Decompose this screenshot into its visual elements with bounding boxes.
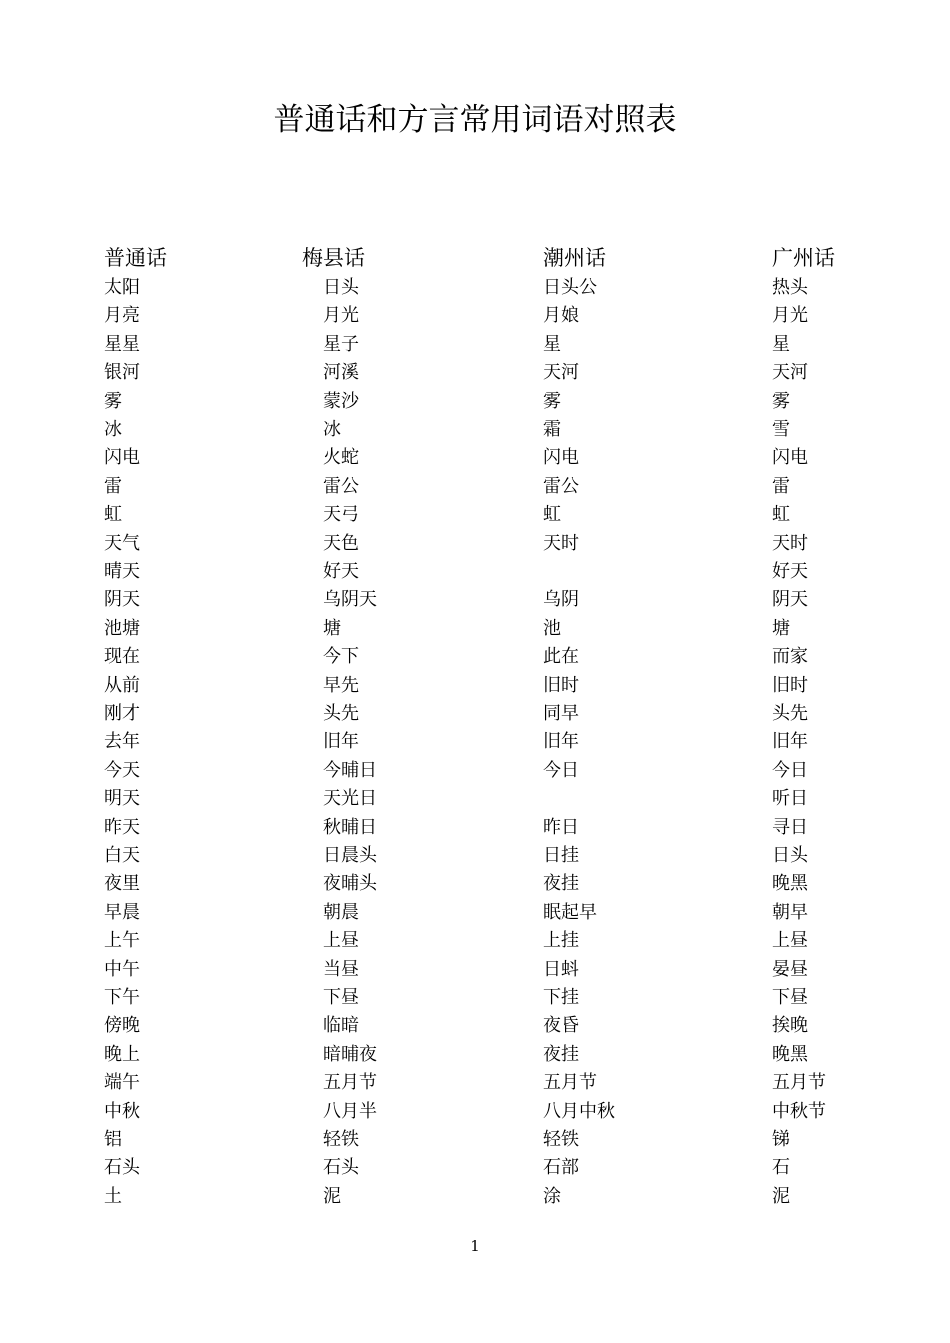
cell-mandarin: 太阳	[104, 277, 140, 298]
cell-meixian: 冰	[323, 419, 341, 440]
cell-mandarin: 土	[104, 1185, 122, 1207]
table-row	[0, 1126, 950, 1154]
cell-chaozhou: 轻铁	[543, 1129, 579, 1150]
table-row	[0, 643, 950, 671]
table-row	[0, 842, 950, 870]
cell-mandarin: 端午	[104, 1072, 140, 1094]
cell-chaozhou: 五月节	[543, 1072, 597, 1094]
cell-guangzhou: 头先	[772, 703, 808, 724]
cell-meixian: 上昼	[323, 930, 359, 952]
table-row	[0, 672, 950, 700]
cell-meixian: 火蛇	[323, 447, 359, 469]
table-row	[0, 530, 950, 558]
table-row	[0, 956, 950, 984]
table-row	[0, 558, 950, 586]
cell-guangzhou: 阴天	[772, 589, 808, 611]
cell-meixian: 朝晨	[323, 901, 359, 923]
table-row	[0, 984, 950, 1012]
cell-guangzhou: 上昼	[772, 930, 808, 952]
cell-guangzhou: 好天	[772, 561, 808, 582]
cell-chaozhou: 日挂	[543, 845, 579, 866]
table-row	[0, 785, 950, 813]
cell-meixian: 石头	[323, 1157, 359, 1179]
table-row	[0, 814, 950, 842]
cell-meixian: 当昼	[323, 958, 359, 980]
table-row	[0, 757, 950, 785]
cell-guangzhou: 旧时	[772, 674, 808, 696]
cell-meixian: 雷公	[323, 475, 359, 497]
cell-meixian: 今下	[323, 646, 359, 668]
cell-guangzhou: 下昼	[772, 987, 808, 1008]
cell-chaozhou: 眠起早	[543, 901, 597, 923]
cell-guangzhou: 天河	[772, 362, 808, 384]
cell-meixian: 轻铁	[323, 1129, 359, 1150]
cell-chaozhou: 天时	[543, 532, 579, 554]
cell-mandarin: 刚才	[104, 703, 140, 724]
cell-meixian: 月光	[323, 305, 359, 327]
cell-guangzhou: 雪	[772, 419, 790, 440]
page-title: 普通话和方言常用词语对照表	[273, 102, 677, 138]
cell-mandarin: 闪电	[104, 447, 140, 469]
table-row	[0, 1069, 950, 1097]
table-row	[0, 473, 950, 501]
cell-mandarin: 上午	[104, 930, 140, 952]
cell-mandarin: 银河	[104, 362, 140, 384]
cell-guangzhou: 天时	[772, 532, 808, 554]
header-chaozhou: 潮州话	[543, 246, 606, 270]
cell-guangzhou: 石	[772, 1157, 790, 1179]
cell-mandarin: 现在	[104, 646, 140, 668]
table-row	[0, 899, 950, 927]
table-row	[0, 1098, 950, 1126]
cell-guangzhou: 旧年	[772, 731, 808, 753]
cell-chaozhou: 虹	[543, 504, 561, 526]
cell-guangzhou: 泥	[772, 1185, 790, 1207]
cell-chaozhou: 日蚪	[543, 958, 579, 980]
cell-mandarin: 下午	[104, 987, 140, 1008]
cell-chaozhou: 昨日	[543, 816, 579, 838]
cell-guangzhou: 星	[772, 333, 790, 355]
cell-chaozhou: 今日	[543, 759, 579, 781]
cell-guangzhou: 听日	[772, 788, 808, 810]
table-row	[0, 416, 950, 444]
cell-guangzhou: 月光	[772, 305, 808, 327]
page-number: 1	[470, 1237, 480, 1255]
cell-guangzhou: 热头	[772, 277, 808, 298]
cell-meixian: 今晡日	[323, 759, 377, 781]
cell-mandarin: 昨天	[104, 816, 140, 838]
cell-chaozhou: 同早	[543, 703, 579, 724]
cell-mandarin: 星星	[104, 333, 140, 355]
table-row	[0, 302, 950, 330]
table-row	[0, 1012, 950, 1040]
cell-chaozhou: 霜	[543, 419, 561, 440]
cell-chaozhou: 旧年	[543, 731, 579, 753]
cell-guangzhou: 挨晚	[772, 1015, 808, 1037]
table-row	[0, 700, 950, 728]
cell-chaozhou: 天河	[543, 362, 579, 384]
cell-meixian: 夜晡头	[323, 873, 377, 895]
table-row	[0, 615, 950, 643]
cell-guangzhou: 而家	[772, 646, 808, 668]
cell-meixian: 日头	[323, 277, 359, 298]
cell-meixian: 天色	[323, 532, 359, 554]
cell-chaozhou: 夜挂	[543, 1043, 579, 1065]
cell-mandarin: 冰	[104, 419, 122, 440]
cell-mandarin: 早晨	[104, 901, 140, 923]
table-row	[0, 586, 950, 614]
cell-chaozhou: 雾	[543, 390, 561, 412]
table-row	[0, 331, 950, 359]
cell-meixian: 下昼	[323, 987, 359, 1008]
table-row	[0, 388, 950, 416]
cell-mandarin: 铝	[104, 1129, 122, 1150]
cell-chaozhou: 雷公	[543, 475, 579, 497]
cell-mandarin: 去年	[104, 731, 140, 753]
cell-meixian: 星子	[323, 333, 359, 355]
table-row	[0, 728, 950, 756]
cell-meixian: 泥	[323, 1185, 341, 1207]
cell-meixian: 暗晡夜	[323, 1043, 377, 1065]
cell-guangzhou: 晚黑	[772, 873, 808, 895]
cell-mandarin: 中午	[104, 958, 140, 980]
cell-guangzhou: 锑	[772, 1129, 790, 1150]
table-row	[0, 444, 950, 472]
cell-mandarin: 雷	[104, 475, 122, 497]
cell-meixian: 临暗	[323, 1015, 359, 1037]
table-row	[0, 927, 950, 955]
table-row	[0, 1154, 950, 1182]
cell-guangzhou: 雾	[772, 390, 790, 412]
table-row	[0, 870, 950, 898]
cell-chaozhou: 此在	[543, 646, 579, 668]
table-row	[0, 274, 950, 302]
cell-guangzhou: 晚黑	[772, 1043, 808, 1065]
cell-chaozhou: 乌阴	[543, 589, 579, 611]
cell-meixian: 五月节	[323, 1072, 377, 1094]
cell-guangzhou: 虹	[772, 504, 790, 526]
cell-mandarin: 石头	[104, 1157, 140, 1179]
cell-mandarin: 白天	[104, 845, 140, 866]
cell-mandarin: 月亮	[104, 305, 140, 327]
cell-mandarin: 晚上	[104, 1043, 140, 1065]
cell-chaozhou: 旧时	[543, 674, 579, 696]
cell-chaozhou: 涂	[543, 1185, 561, 1207]
cell-meixian: 早先	[323, 674, 359, 696]
cell-guangzhou: 今日	[772, 759, 808, 781]
cell-chaozhou: 池	[543, 617, 561, 639]
cell-guangzhou: 朝早	[772, 901, 808, 923]
cell-meixian: 秋晡日	[323, 816, 377, 838]
cell-guangzhou: 日头	[772, 845, 808, 866]
cell-meixian: 天弓	[323, 504, 359, 526]
cell-meixian: 乌阴天	[323, 589, 377, 611]
cell-mandarin: 晴天	[104, 561, 140, 582]
cell-guangzhou: 雷	[772, 475, 790, 497]
header-meixian: 梅县话	[302, 246, 365, 270]
table-row	[0, 1041, 950, 1069]
table-row	[0, 501, 950, 529]
cell-chaozhou: 上挂	[543, 930, 579, 952]
table-row	[0, 359, 950, 387]
cell-guangzhou: 中秋节	[772, 1100, 826, 1122]
cell-chaozhou: 日头公	[543, 277, 597, 298]
cell-mandarin: 池塘	[104, 617, 140, 639]
cell-chaozhou: 星	[543, 333, 561, 355]
header-mandarin: 普通话	[104, 246, 167, 270]
cell-mandarin: 虹	[104, 504, 122, 526]
cell-meixian: 八月半	[323, 1100, 377, 1122]
cell-guangzhou: 闪电	[772, 447, 808, 469]
cell-mandarin: 傍晚	[104, 1015, 140, 1037]
cell-meixian: 河溪	[323, 362, 359, 384]
cell-chaozhou: 下挂	[543, 987, 579, 1008]
cell-guangzhou: 晏昼	[772, 958, 808, 980]
cell-meixian: 日晨头	[323, 845, 377, 866]
table-row	[0, 1183, 950, 1211]
cell-guangzhou: 塘	[772, 617, 790, 639]
cell-meixian: 塘	[323, 617, 341, 639]
cell-chaozhou: 八月中秋	[543, 1100, 615, 1122]
cell-mandarin: 明天	[104, 788, 140, 810]
header-guangzhou: 广州话	[772, 246, 835, 270]
cell-mandarin: 天气	[104, 532, 140, 554]
cell-chaozhou: 夜挂	[543, 873, 579, 895]
cell-chaozhou: 夜昏	[543, 1015, 579, 1037]
cell-mandarin: 今天	[104, 759, 140, 781]
cell-guangzhou: 寻日	[772, 816, 808, 838]
cell-mandarin: 中秋	[104, 1100, 140, 1122]
cell-meixian: 头先	[323, 703, 359, 724]
cell-chaozhou: 闪电	[543, 447, 579, 469]
cell-mandarin: 阴天	[104, 589, 140, 611]
cell-guangzhou: 五月节	[772, 1072, 826, 1094]
cell-chaozhou: 石部	[543, 1157, 579, 1179]
cell-meixian: 好天	[323, 561, 359, 582]
cell-meixian: 蒙沙	[323, 390, 359, 412]
cell-mandarin: 夜里	[104, 873, 140, 895]
cell-mandarin: 雾	[104, 390, 122, 412]
cell-meixian: 旧年	[323, 731, 359, 753]
cell-chaozhou: 月娘	[543, 305, 579, 327]
cell-meixian: 天光日	[323, 788, 377, 810]
table-header	[0, 244, 950, 272]
cell-mandarin: 从前	[104, 674, 140, 696]
